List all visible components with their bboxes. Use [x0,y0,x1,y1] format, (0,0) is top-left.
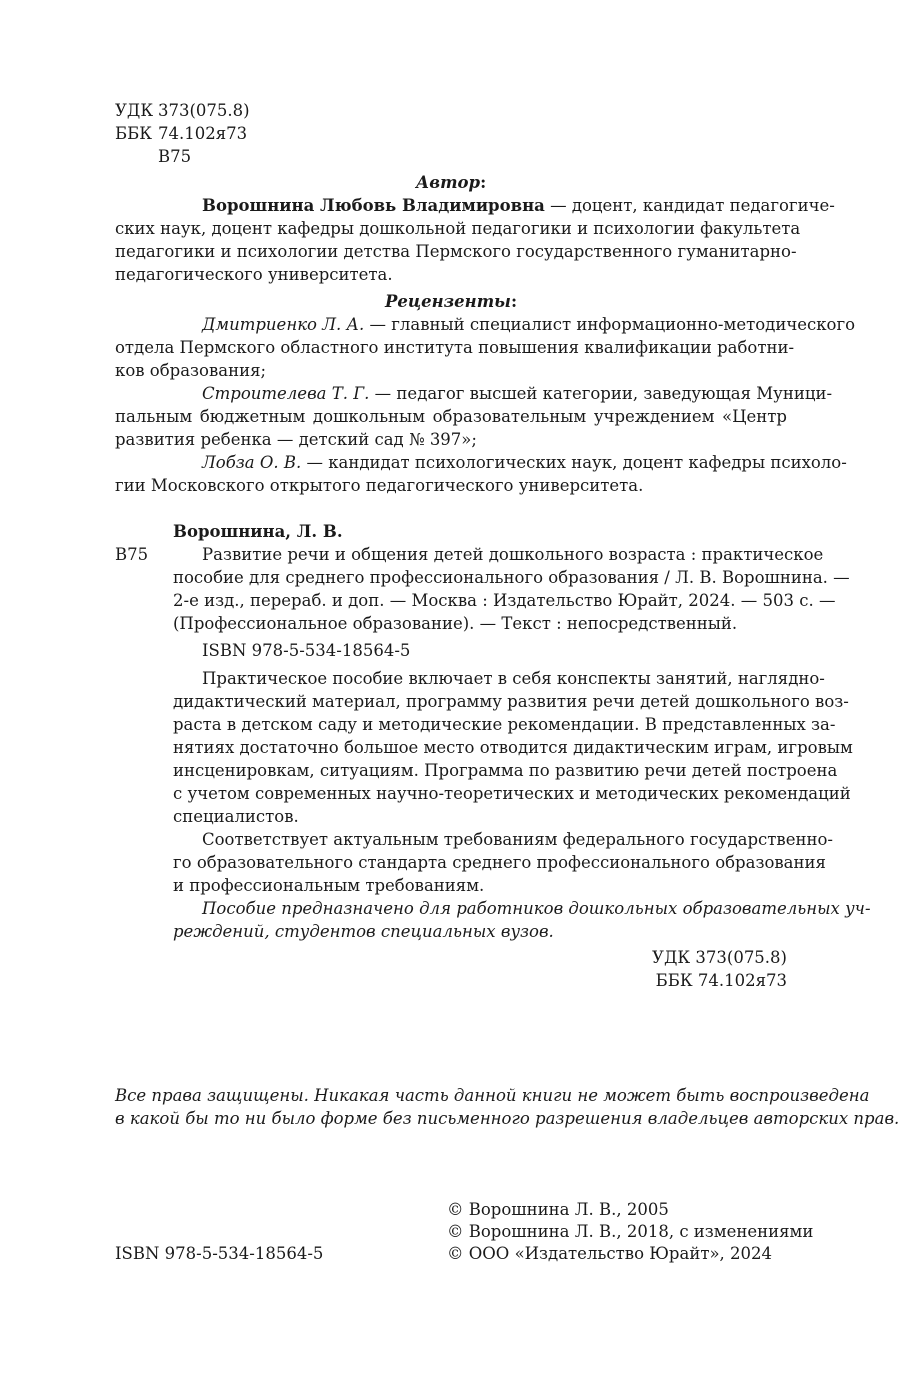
bib-author-heading: Ворошнина, Л. В. [173,522,343,541]
annot-p2-line-2: го образовательного стандарта среднего профессионального образования [173,853,826,872]
annot-p1-line-6: с учетом современных научно-теоретических и методических рекомендаций [173,784,851,803]
copyright-1: © Ворошнина Л. В., 2005 [447,1200,669,1219]
reviewer-3-line-2: гии Московского открытого педагогического университета. [115,476,644,495]
author-heading: Автор: [415,173,487,192]
udk-value: 373(075.8) [158,101,250,120]
rights-line-2: в какой бы то ни было форме без письменного разрешения владельцев авторских прав. [115,1109,900,1128]
annot-p1-line-1: Практическое пособие включает в себя конспекты занятий, наглядно- [202,669,825,688]
reviewer-3-line-1: Лобза О. В. — кандидат психологических наук, доцент кафедры психоло- [202,453,847,472]
reviewer-1-line-2: отдела Пермского областного института повышения квалификации работни- [115,338,795,357]
reviewer-1-line-3: ков образования; [115,361,267,380]
annot-udk: УДК 373(075.8) [652,948,787,967]
bbk-label: ББК [115,124,153,143]
author-line-2: ских наук, доцент кафедры дошкольной педагогики и психологии факультета [115,219,801,238]
reviewer-3-name: Лобза О. В. [202,453,302,472]
footer-isbn: ISBN 978-5-534-18564-5 [115,1244,324,1263]
reviewer-2-name: Строителева Т. Г. [202,384,370,403]
reviewer-1-name: Дмитриенко Л. А. [202,315,365,334]
annot-p1-line-3: раста в детском саду и методические рекомендации. В представленных за- [173,715,836,734]
annot-p1-line-7: специалистов. [173,807,299,826]
reviewer-1-line-1: Дмитриенко Л. А. — главный специалист информационно-методического [202,315,856,334]
reviewer-2-line-1: Строителева Т. Г. — педагог высшей категории, заведующая Муници- [202,384,833,403]
bib-line-1: Развитие речи и общения детей дошкольного возраста : практическое [202,545,824,564]
rights-line-1: Все права защищены. Никакая часть данной книги не может быть воспроизведена [115,1086,870,1105]
author-line-1: Ворошнина Любовь Владимировна — доцент, кандидат педагогиче- [202,196,835,215]
bbk-value: 74.102я73 [158,124,248,143]
bib-isbn: ISBN 978-5-534-18564-5 [202,641,411,660]
author-line-4: педагогического университета. [115,265,393,284]
bib-sign: В75 [115,545,149,564]
annot-p1-line-4: нятиях достаточно большое место отводится дидактическим играм, игровым [173,738,853,757]
author-name: Ворошнина Любовь Владимировна [202,196,545,215]
copyright-3: © ООО «Издательство Юрайт», 2024 [447,1244,773,1263]
annot-p2-line-1: Соответствует актуальным требованиям федерального государственно- [202,830,833,849]
annot-p3-line-1: Пособие предназначено для работников дошкольных образовательных уч- [202,899,871,918]
reviewer-2-line-2: пальным бюджетным дошкольным образовательным учреждением «Центр [115,407,787,426]
annot-bbk: ББК 74.102я73 [655,971,787,990]
udk-label: УДК [115,101,154,120]
annot-p2-line-3: и профессиональным требованиям. [173,876,485,895]
bib-line-3: 2-е изд., перераб. и доп. — Москва : Издательство Юрайт, 2024. — 503 с. — [173,591,836,610]
author-line-3: педагогики и психологии детства Пермского государственного гуманитарно- [115,242,797,261]
annot-p3-line-2: реждений, студентов специальных вузов. [173,922,554,941]
annot-p1-line-5: инсценировкам, ситуациям. Программа по развитию речи детей построена [173,761,838,780]
reviewer-2-line-3: развития ребенка — детский сад № 397»; [115,430,477,449]
author-sign: В75 [158,147,192,166]
copyright-2: © Ворошнина Л. В., 2018, с изменениями [447,1222,814,1241]
bib-line-2: пособие для среднего профессионального образования / Л. В. Ворошнина. — [173,568,850,587]
annot-p1-line-2: дидактический материал, программу развития речи детей дошкольного воз- [173,692,849,711]
bib-line-4: (Профессиональное образование). — Текст : непосредственный. [173,614,738,633]
reviewers-heading: Рецензенты: [384,292,518,311]
